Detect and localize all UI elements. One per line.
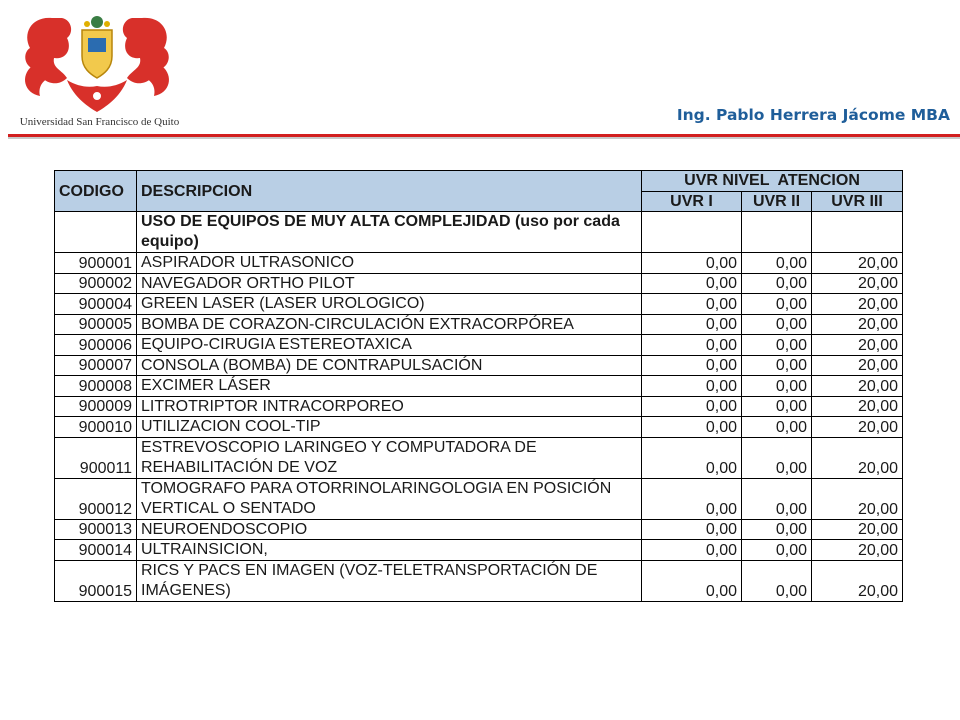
- description-cell: GREEN LASER (LASER UROLOGICO): [137, 294, 642, 315]
- code-cell: 900009: [55, 396, 137, 417]
- code-cell: 900007: [55, 355, 137, 376]
- uvr2-cell: 0,00: [742, 478, 812, 519]
- uvr3-cell: 20,00: [812, 478, 903, 519]
- uvr3-cell: 20,00: [812, 253, 903, 274]
- uvr3-cell: 20,00: [812, 396, 903, 417]
- table-row: [55, 396, 903, 417]
- uvr3-cell: 20,00: [812, 335, 903, 356]
- uvr1-cell: 0,00: [642, 335, 742, 356]
- table-row: [55, 417, 903, 438]
- uvr1-cell: 0,00: [642, 540, 742, 561]
- uvr1-cell: 0,00: [642, 376, 742, 397]
- uvr1-cell: 0,00: [642, 294, 742, 315]
- code-cell: 900012: [55, 478, 137, 519]
- section-code-cell: [55, 212, 137, 253]
- table-row: [55, 335, 903, 356]
- university-name: Universidad San Francisco de Quito: [19, 116, 180, 128]
- uvr2-cell: 0,00: [742, 314, 812, 335]
- table-row: [55, 376, 903, 397]
- code-cell: 900008: [55, 376, 137, 397]
- code-cell: 900013: [55, 519, 137, 540]
- description-cell: RICS Y PACS EN IMAGEN (VOZ-TELETRANSPORTACIÓN DE IMÁGENES): [137, 560, 642, 601]
- code-cell: 900014: [55, 540, 137, 561]
- section-uvr1-cell: [642, 212, 742, 253]
- uvr2-cell: 0,00: [742, 437, 812, 478]
- uvr2-cell: 0,00: [742, 417, 812, 438]
- table-row: [55, 355, 903, 376]
- uvr2-cell: 0,00: [742, 519, 812, 540]
- description-cell: LITROTRIPTOR INTRACORPOREO: [137, 396, 642, 417]
- section-uvr3-cell: [812, 212, 903, 253]
- usfq-dragons-crest-icon: [12, 8, 182, 118]
- table-row: [55, 437, 903, 478]
- section-row: [55, 212, 903, 253]
- table-row: [55, 478, 903, 519]
- uvr1-cell: 0,00: [642, 396, 742, 417]
- uvr1-cell: 0,00: [642, 314, 742, 335]
- code-cell: 900004: [55, 294, 137, 315]
- uvr1-cell: 0,00: [642, 437, 742, 478]
- uvr3-cell: 20,00: [812, 355, 903, 376]
- uvr3-cell: 20,00: [812, 519, 903, 540]
- header-codigo: CODIGO: [55, 171, 137, 212]
- uvr2-cell: 0,00: [742, 560, 812, 601]
- header-uvr-nivel-atencion: UVR NIVEL ATENCION: [642, 171, 903, 192]
- uvr3-cell: 20,00: [812, 417, 903, 438]
- code-cell: 900001: [55, 253, 137, 274]
- header-uvr-1: UVR I: [642, 191, 742, 212]
- uvr3-cell: 20,00: [812, 294, 903, 315]
- uvr2-cell: 0,00: [742, 294, 812, 315]
- uvr2-cell: 0,00: [742, 253, 812, 274]
- uvr1-cell: 0,00: [642, 273, 742, 294]
- description-cell: EXCIMER LÁSER: [137, 376, 642, 397]
- uvr1-cell: 0,00: [642, 355, 742, 376]
- description-cell: NAVEGADOR ORTHO PILOT: [137, 273, 642, 294]
- uvr2-cell: 0,00: [742, 396, 812, 417]
- code-cell: 900006: [55, 335, 137, 356]
- code-cell: 900011: [55, 437, 137, 478]
- table-row: [55, 540, 903, 561]
- description-cell: TOMOGRAFO PARA OTORRINOLARINGOLOGIA EN POSICIÓN VERTICAL O SENTADO: [137, 478, 642, 519]
- header-uvr-3: UVR III: [812, 191, 903, 212]
- uvr3-cell: 20,00: [812, 560, 903, 601]
- uvr2-cell: 0,00: [742, 273, 812, 294]
- description-cell: NEUROENDOSCOPIO: [137, 519, 642, 540]
- header-divider-shadow: [8, 137, 960, 139]
- uvr3-cell: 20,00: [812, 437, 903, 478]
- header-descripcion: DESCRIPCION: [137, 171, 642, 212]
- uvr3-cell: 20,00: [812, 314, 903, 335]
- table-row: [55, 314, 903, 335]
- uvr1-cell: 0,00: [642, 253, 742, 274]
- uvr3-cell: 20,00: [812, 540, 903, 561]
- table-row: [55, 560, 903, 601]
- header-uvr-2: UVR II: [742, 191, 812, 212]
- uvr1-cell: 0,00: [642, 519, 742, 540]
- uvr-table: [54, 170, 903, 602]
- uvr1-cell: 0,00: [642, 417, 742, 438]
- table-row: [55, 253, 903, 274]
- code-cell: 900010: [55, 417, 137, 438]
- author-name: Ing. Pablo Herrera Jácome MBA: [676, 106, 950, 124]
- uvr1-cell: 0,00: [642, 560, 742, 601]
- table-row: [55, 294, 903, 315]
- uvr3-cell: 20,00: [812, 376, 903, 397]
- description-cell: ASPIRADOR ULTRASONICO: [137, 253, 642, 274]
- section-uvr2-cell: [742, 212, 812, 253]
- description-cell: UTILIZACION COOL-TIP: [137, 417, 642, 438]
- uvr2-cell: 0,00: [742, 355, 812, 376]
- uvr3-cell: 20,00: [812, 273, 903, 294]
- table-row: [55, 519, 903, 540]
- uvr2-cell: 0,00: [742, 376, 812, 397]
- code-cell: 900015: [55, 560, 137, 601]
- description-cell: EQUIPO-CIRUGIA ESTEREOTAXICA: [137, 335, 642, 356]
- uvr1-cell: 0,00: [642, 478, 742, 519]
- table-row: [55, 273, 903, 294]
- section-title: USO DE EQUIPOS DE MUY ALTA COMPLEJIDAD (uso por cada equipo): [137, 212, 642, 253]
- uvr2-cell: 0,00: [742, 540, 812, 561]
- description-cell: BOMBA DE CORAZON-CIRCULACIÓN EXTRACORPÓREA: [137, 314, 642, 335]
- code-cell: 900005: [55, 314, 137, 335]
- university-logo: [12, 8, 182, 130]
- code-cell: 900002: [55, 273, 137, 294]
- description-cell: ULTRAINSICION,: [137, 540, 642, 561]
- description-cell: CONSOLA (BOMBA) DE CONTRAPULSACIÓN: [137, 355, 642, 376]
- description-cell: ESTREVOSCOPIO LARINGEO Y COMPUTADORA DE REHABILITACIÓN DE VOZ: [137, 437, 642, 478]
- uvr2-cell: 0,00: [742, 335, 812, 356]
